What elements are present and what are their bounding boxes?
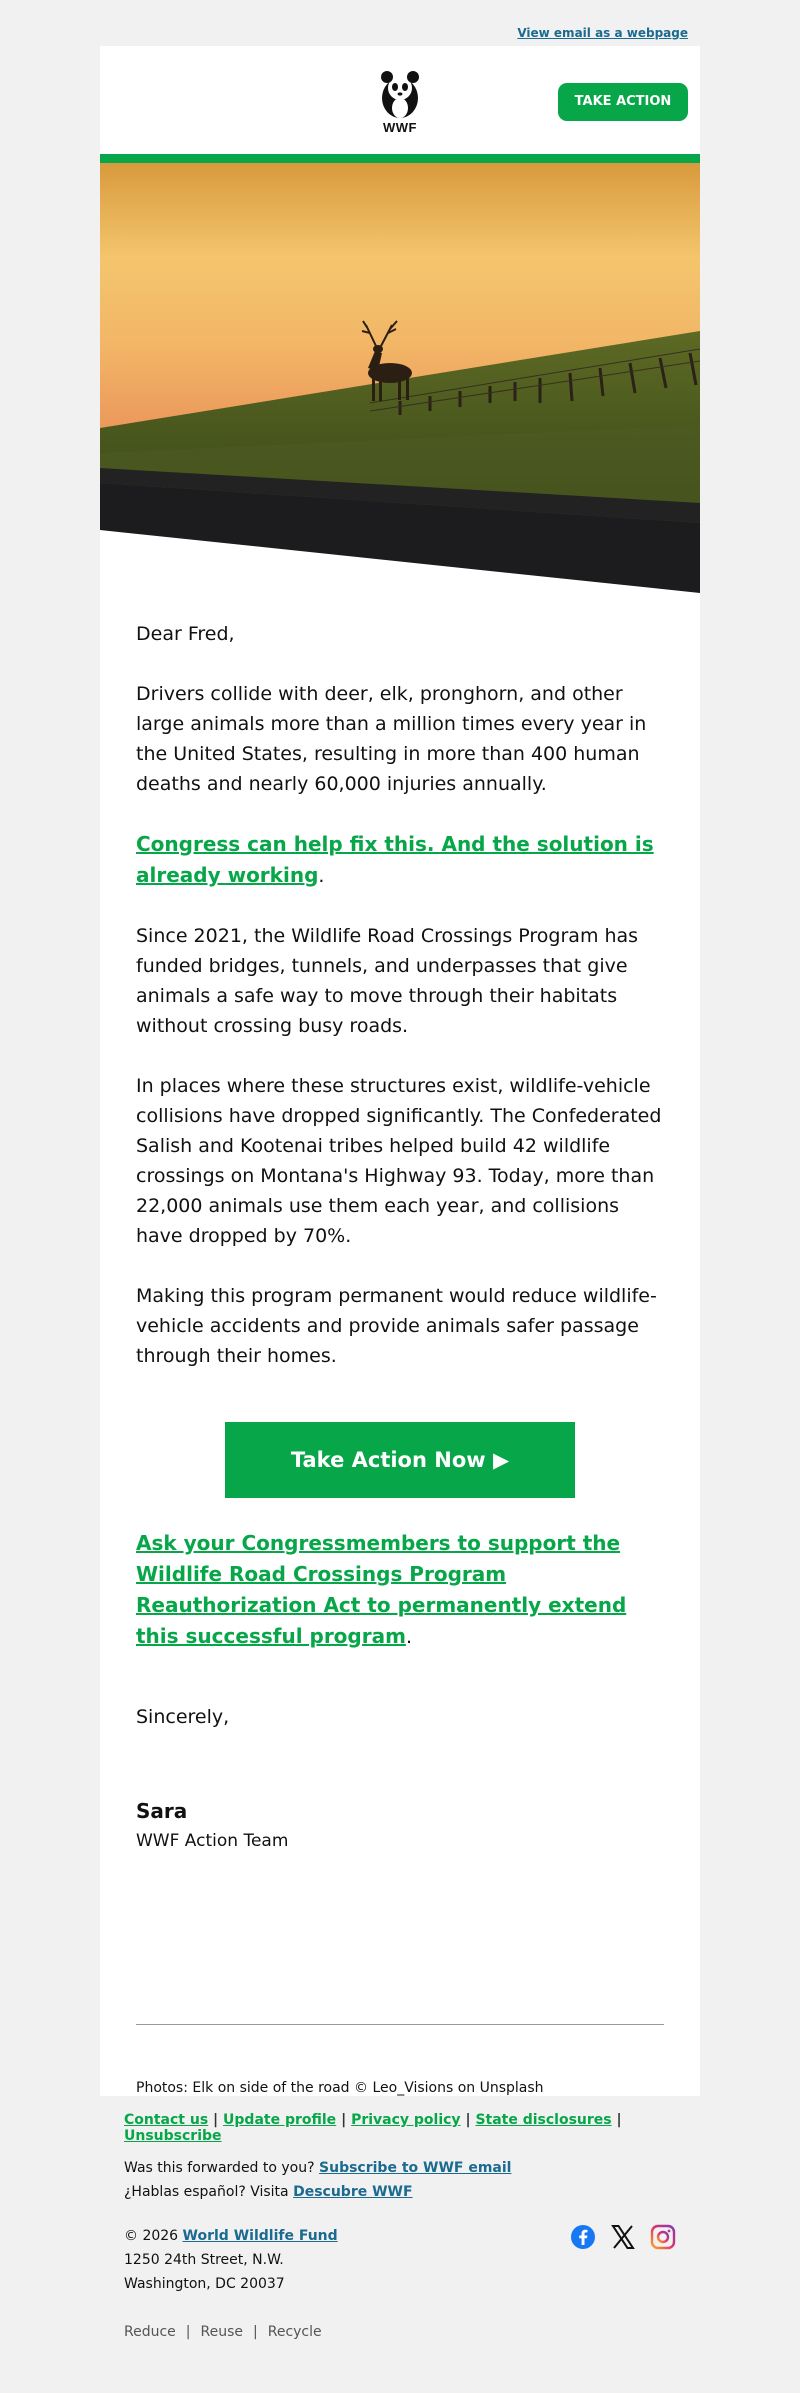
link1-tail: .	[318, 865, 325, 887]
descubre-wwf-link[interactable]: Descubre WWF	[293, 2184, 413, 2200]
address-line-1: 1250 24th Street, N.W.	[124, 2252, 284, 2268]
closing: Sincerely,	[136, 1706, 230, 1728]
panda-icon	[375, 68, 425, 120]
forward-lines	[124, 2156, 676, 2204]
greeting: Dear Fred,	[136, 623, 235, 645]
x-icon[interactable]	[610, 2224, 636, 2250]
instagram-icon[interactable]	[650, 2224, 676, 2250]
spanish-text: ¿Hablas español? Visita	[124, 2184, 289, 2200]
unsubscribe-link[interactable]: Unsubscribe	[124, 2128, 222, 2144]
ask-congressmembers-link[interactable]: Ask your Congressmembers to support the Wildlife Road Crossings Program Reauthorization Act to permanently extend this successful program	[136, 1531, 627, 1648]
footer-separator: |	[213, 2112, 219, 2128]
world-wildlife-fund-link[interactable]: World Wildlife Fund	[182, 2228, 338, 2244]
state-disclosures-link[interactable]: State disclosures	[475, 2112, 612, 2128]
view-as-webpage-link[interactable]: View email as a webpage	[517, 26, 688, 40]
address-line-2: Washington, DC 20037	[124, 2276, 285, 2292]
privacy-policy-link[interactable]: Privacy policy	[351, 2112, 461, 2128]
rrr-separator: |	[185, 2324, 191, 2340]
footer-links	[124, 2112, 676, 2144]
reduce-reuse-recycle	[124, 2324, 676, 2340]
reduce-text: Reduce	[124, 2324, 176, 2340]
footer-separator: |	[616, 2112, 622, 2128]
paragraph-2: Since 2021, the Wildlife Road Crossings Program has funded bridges, tunnels, and underpasses that give animals a safe way to move through their habitats without crossing busy roads.	[136, 925, 639, 1037]
forwarded-text: Was this forwarded to you?	[124, 2160, 315, 2176]
copyright: © 2026	[124, 2228, 179, 2244]
link2-tail: .	[405, 1626, 412, 1648]
paragraph-4: Making this program permanent would reduce wildlife-vehicle accidents and provide animals safer passage through their homes.	[136, 1285, 657, 1367]
footer-separator: |	[465, 2112, 471, 2128]
take-action-now-button[interactable]: Take Action Now ▶	[225, 1422, 575, 1498]
signer-team: WWF Action Team	[136, 1831, 289, 1851]
divider	[136, 2024, 664, 2025]
top-bar	[0, 0, 800, 46]
email-header	[100, 46, 700, 163]
reuse-text: Reuse	[200, 2324, 244, 2340]
paragraph-link-2	[136, 1528, 664, 1652]
email-footer	[124, 2112, 676, 2340]
take-action-header-button[interactable]: TAKE ACTION	[558, 83, 688, 121]
congress-can-help-link[interactable]: Congress can help fix this. And the solution is already working	[136, 832, 654, 887]
footer-separator: |	[341, 2112, 347, 2128]
recycle-text: Recycle	[267, 2324, 322, 2340]
cta-wrapper	[136, 1422, 664, 1498]
facebook-icon[interactable]	[570, 2224, 596, 2250]
paragraph-link-1	[136, 829, 664, 891]
update-profile-link[interactable]: Update profile	[223, 2112, 337, 2128]
email-body	[100, 619, 700, 2096]
photo-credits: Photos: Elk on side of the road © Leo_Visions on Unsplash	[136, 2080, 544, 2096]
paragraph-1: Drivers collide with deer, elk, pronghorn, and other large animals more than a million times every year in the United States, resulting in more than 400 human deaths and nearly 60,000 injuries annually.	[136, 683, 647, 795]
rrr-separator: |	[253, 2324, 258, 2340]
logo-text: WWF	[383, 120, 417, 135]
hero-image	[100, 163, 700, 593]
wwf-logo[interactable]	[370, 68, 430, 134]
paragraph-3: In places where these structures exist, wildlife-vehicle collisions have dropped significantly. The Confederated Salish and Kootenai tribes helped build 42 wildlife crossings on Montana's Highway 93. Today, more than 22,000 animals use them each year, and collisions have dropped by 70%.	[136, 1075, 662, 1247]
subscribe-link[interactable]: Subscribe to WWF email	[319, 2160, 512, 2176]
social-icons	[570, 2224, 676, 2250]
signer-name: Sara	[136, 1799, 188, 1823]
email-card	[100, 46, 700, 2096]
contact-us-link[interactable]: Contact us	[124, 2112, 209, 2128]
